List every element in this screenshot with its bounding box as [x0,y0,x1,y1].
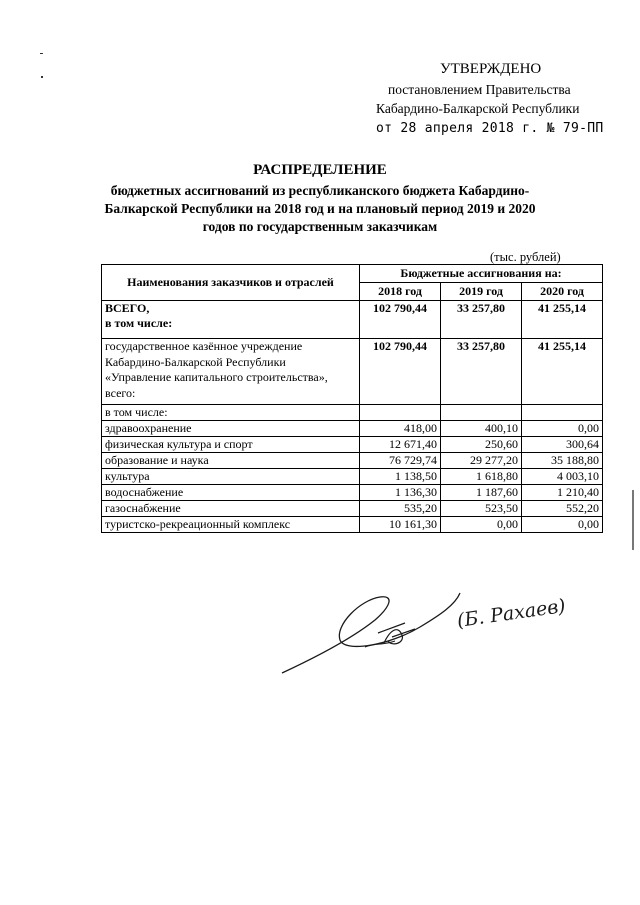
sector-name: газоснабжение [102,501,360,517]
value-2019: 250,60 [441,437,522,453]
signature-image [280,585,580,680]
year-header-2019: 2019 год [441,283,522,301]
table-row [102,485,603,501]
signature-stroke [365,641,395,647]
table-row [102,453,603,469]
approval-line-3: от 28 апреля 2018 г. № 79-ПП [376,121,604,136]
approval-line-1: постановлением Правительства [388,82,571,97]
document-heading [80,162,560,236]
scan-edge-mark [632,490,634,550]
year-header-2018: 2018 год [360,283,441,301]
customer-2018: 102 790,44 [360,339,441,405]
table-row [102,421,603,437]
total-2019: 33 257,80 [441,301,522,339]
unit-label: (тыс. рублей) [490,250,561,264]
customer-row [102,339,603,405]
value-2019: 0,00 [441,517,522,533]
table-row [102,437,603,453]
sector-name: образование и наука [102,453,360,469]
value-2019: 1 618,80 [441,469,522,485]
signature-name: (Б. Рахаев) [455,594,567,632]
signature-stroke [282,593,460,673]
value-2018: 1 138,50 [360,469,441,485]
including-label: в том числе: [102,405,360,421]
total-2020: 41 255,14 [522,301,603,339]
heading-main: РАСПРЕДЕЛЕНИЕ [253,162,387,178]
value-2018: 418,00 [360,421,441,437]
total-sublabel: в том числе: [105,316,173,330]
customer-line-2: Кабардино-Балкарской Республики [105,354,286,369]
sector-name: физическая культура и спорт [102,437,360,453]
approval-line-2: Кабардино-Балкарской Республики [376,101,580,116]
table-row [102,501,603,517]
heading-sub-3: годов по государственным заказчикам [202,219,438,234]
value-2018: 76 729,74 [360,453,441,469]
value-2020: 0,00 [522,517,603,533]
value-2020: 300,64 [522,437,603,453]
value-2018: 10 161,30 [360,517,441,533]
value-2019: 1 187,60 [441,485,522,501]
value-2018: 12 671,40 [360,437,441,453]
value-2019: 523,50 [441,501,522,517]
heading-sub-1: бюджетных ассигнований из республиканского бюджета Кабардино- [110,183,530,198]
table-row [102,469,603,485]
value-2020: 552,20 [522,501,603,517]
approval-title: УТВЕРЖДЕНО [440,61,542,77]
scan-mark [40,53,43,54]
sector-name: водоснабжение [102,485,360,501]
value-2020: 4 003,10 [522,469,603,485]
table-row [102,517,603,533]
value-2018: 1 136,30 [360,485,441,501]
col-name-header: Наименования заказчиков и отраслей [102,265,360,301]
value-2018: 535,20 [360,501,441,517]
total-label: ВСЕГО, [105,301,150,315]
customer-2020: 41 255,14 [522,339,603,405]
sector-rows [102,421,603,533]
value-2020: 35 188,80 [522,453,603,469]
value-2020: 0,00 [522,421,603,437]
sector-name: здравоохранение [102,421,360,437]
customer-2019: 33 257,80 [441,339,522,405]
year-header-2020: 2020 год [522,283,603,301]
value-2019: 400,10 [441,421,522,437]
total-row [102,301,603,339]
sector-name: туристско-рекреационный комплекс [102,517,360,533]
customer-line-3: «Управление капитального строительства», [105,370,328,384]
value-2019: 29 277,20 [441,453,522,469]
customer-line-1: государственное казённое учреждение [105,339,303,353]
value-2020: 1 210,40 [522,485,603,501]
total-2018: 102 790,44 [360,301,441,339]
including-row [102,405,603,421]
heading-sub-2: Балкарской Республики на 2018 год и на плановый период 2019 и 2020 [104,201,536,216]
scan-mark [41,76,43,78]
col-group-header: Бюджетные ассигнования на: [360,265,603,283]
budget-table [101,264,603,533]
customer-line-4: всего: [105,385,136,400]
sector-name: культура [102,469,360,485]
